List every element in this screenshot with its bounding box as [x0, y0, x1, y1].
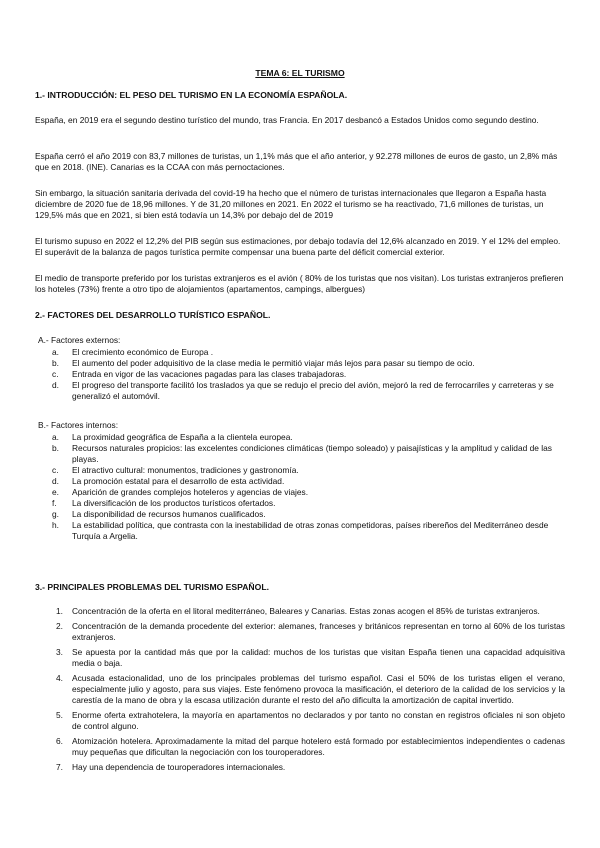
external-factors-label: A.- Factores externos:	[38, 335, 121, 345]
list-marker: a.	[52, 347, 59, 357]
list-item	[56, 647, 565, 669]
list-item	[52, 432, 562, 443]
list-marker: 3.	[56, 647, 63, 657]
intro-paragraph-5: El medio de transporte preferido por los turistas extranjeros es el avión ( 80% de los turistas que nos visitan). Los turistas extranjeros prefieren los hoteles (73%) frente a otro tipo de alojamientos (apartamentos, campings, albergues)	[35, 273, 564, 294]
list-item	[52, 465, 562, 476]
list-item-text: Enorme oferta extrahotelera, la mayoría en apartamentos no declarados y por tanto no constan en registros oficiales ni son objeto de control alguno.	[72, 710, 565, 731]
list-item	[56, 606, 565, 617]
list-item-text: Se apuesta por la cantidad más que por la calidad: muchos de los turistas que visitan España tienen una capacidad adquisitiva media o baja.	[72, 647, 565, 668]
list-item-text: Concentración de la oferta en el litoral mediterráneo, Baleares y Canarias. Estas zonas acogen el 85% de turistas extranjeros.	[72, 606, 540, 616]
list-marker: a.	[52, 432, 59, 442]
list-item-text: La disponibilidad de recursos humanos cualificados.	[72, 509, 266, 519]
list-marker: h.	[52, 520, 59, 530]
section-1-heading: 1.- INTRODUCCIÓN: EL PESO DEL TURISMO EN LA ECONOMÍA ESPAÑOLA.	[35, 90, 348, 100]
list-item-text: Aparición de grandes complejos hoteleros y agencias de viajes.	[72, 487, 309, 497]
external-factors-list	[52, 347, 562, 402]
intro-paragraph-4: El turismo supuso en 2022 el 12,2% del PIB según sus estimaciones, por debajo todavía del 12,6% alcanzado en 2019. Y el 12% del empleo. El superávit de la balanza de pagos turística permite compensar una buena parte del déficit comercial exterior.	[35, 236, 561, 257]
intro-paragraph-1: España, en 2019 era el segundo destino turístico del mundo, tras Francia. En 2017 desbancó a Estados Unidos como segundo destino.	[35, 115, 539, 125]
list-marker: 6.	[56, 736, 63, 746]
intro-paragraph-3: Sin embargo, la situación sanitaria derivada del covid-19 ha hecho que el número de turistas internacionales que llegaron a España hasta diciembre de 2020 fue de 18,96 millones. Y de 31,20 millones en 2021. En 2022 el turismo se ha reactivado, 71,6 millones de turistas, un 129,5% más que en 2021, si bien está todavía un 14,3% por debajo del de 2019	[35, 188, 547, 220]
internal-factors-label: B.- Factores internos:	[38, 420, 119, 430]
list-marker: f.	[52, 498, 57, 508]
list-item	[52, 498, 562, 509]
list-item	[52, 358, 562, 369]
section-2-heading: 2.- FACTORES DEL DESARROLLO TURÍSTICO ESPAÑOL.	[35, 310, 271, 320]
list-item-text: La proximidad geográfica de España a la clientela europea.	[72, 432, 293, 442]
list-marker: d.	[52, 476, 59, 486]
intro-paragraph-2: España cerró el año 2019 con 83,7 millones de turistas, un 1,1% más que el año anterior, y 92.278 millones de euros de gasto, un 2,8% más que en 2018. (INE). Canarias es la CCAA con más pernoctaciones.	[35, 151, 558, 172]
list-item	[52, 520, 562, 542]
list-item-text: Recursos naturales propicios: las excelentes condiciones climáticas (tiempo soleado) y paisajísticas y la amplitud y calidad de las playas.	[72, 443, 552, 464]
list-marker: 1.	[56, 606, 63, 616]
list-item-text: Atomización hotelera. Aproximadamente la mitad del parque hotelero está formado por establecimientos independientes o cadenas muy pequeñas que dificultan la negociación con los touroperadores.	[72, 736, 565, 757]
list-item-text: Entrada en vigor de las vacaciones pagadas para las clases trabajadoras.	[72, 369, 347, 379]
list-item-text: La estabilidad política, que contrasta con la inestabilidad de otras zonas competidoras, países ribereños del Mediterráneo desde Turquía a Argelia.	[72, 520, 549, 541]
list-marker: c.	[52, 369, 59, 379]
list-marker: c.	[52, 465, 59, 475]
list-item-text: La diversificación de los productos turísticos ofertados.	[72, 498, 276, 508]
list-item-text: El progreso del transporte facilitó los traslados ya que se redujo el precio del avión, mejoró la red de ferrocarriles y carreteras y se generalizó el automóvil.	[72, 380, 554, 401]
list-item	[52, 369, 562, 380]
internal-factors-list	[52, 432, 562, 542]
list-item	[56, 710, 565, 732]
list-item-text: El aumento del poder adquisitivo de la clase media le permitió viajar más lejos para pasar su tiempo de ocio.	[72, 358, 475, 368]
list-item	[52, 347, 562, 358]
list-item	[56, 736, 565, 758]
problems-list	[56, 606, 565, 777]
list-item	[52, 476, 562, 487]
list-item	[56, 673, 565, 706]
list-item	[52, 443, 562, 465]
list-item	[52, 487, 562, 498]
list-marker: 7.	[56, 762, 63, 772]
list-item	[56, 621, 565, 643]
list-marker: d.	[52, 380, 59, 390]
list-item-text: Acusada estacionalidad, uno de los principales problemas del turismo español. Casi el 50% de los turistas eligen el verano, especialmente julio y agosto, para sus viajes. Este fenómeno provoca la masificación, el deterioro de la calidad de los servicios y la carestía de la mano de obra y la escasa utilización durante el resto del año dificulta la amortización de capital invertido.	[72, 673, 565, 705]
list-marker: g.	[52, 509, 59, 519]
list-item	[52, 380, 562, 402]
list-marker: e.	[52, 487, 59, 497]
list-marker: b.	[52, 358, 59, 368]
page-title: TEMA 6: EL TURISMO	[255, 68, 345, 78]
section-3-heading: 3.- PRINCIPALES PROBLEMAS DEL TURISMO ESPAÑOL.	[35, 582, 269, 592]
list-item-text: Concentración de la demanda procedente del exterior: alemanes, franceses y británicos representan en torno al 60% de los turistas extranjeros.	[72, 621, 565, 642]
list-marker: 4.	[56, 673, 63, 683]
list-item-text: Hay una dependencia de touroperadores internacionales.	[72, 762, 286, 772]
list-marker: b.	[52, 443, 59, 453]
list-item	[56, 762, 565, 773]
list-item	[52, 509, 562, 520]
list-marker: 2.	[56, 621, 63, 631]
list-item-text: La promoción estatal para el desarrollo de esta actividad.	[72, 476, 285, 486]
list-item-text: El atractivo cultural: monumentos, tradiciones y gastronomía.	[72, 465, 299, 475]
list-item-text: El crecimiento económico de Europa .	[72, 347, 214, 357]
list-marker: 5.	[56, 710, 63, 720]
